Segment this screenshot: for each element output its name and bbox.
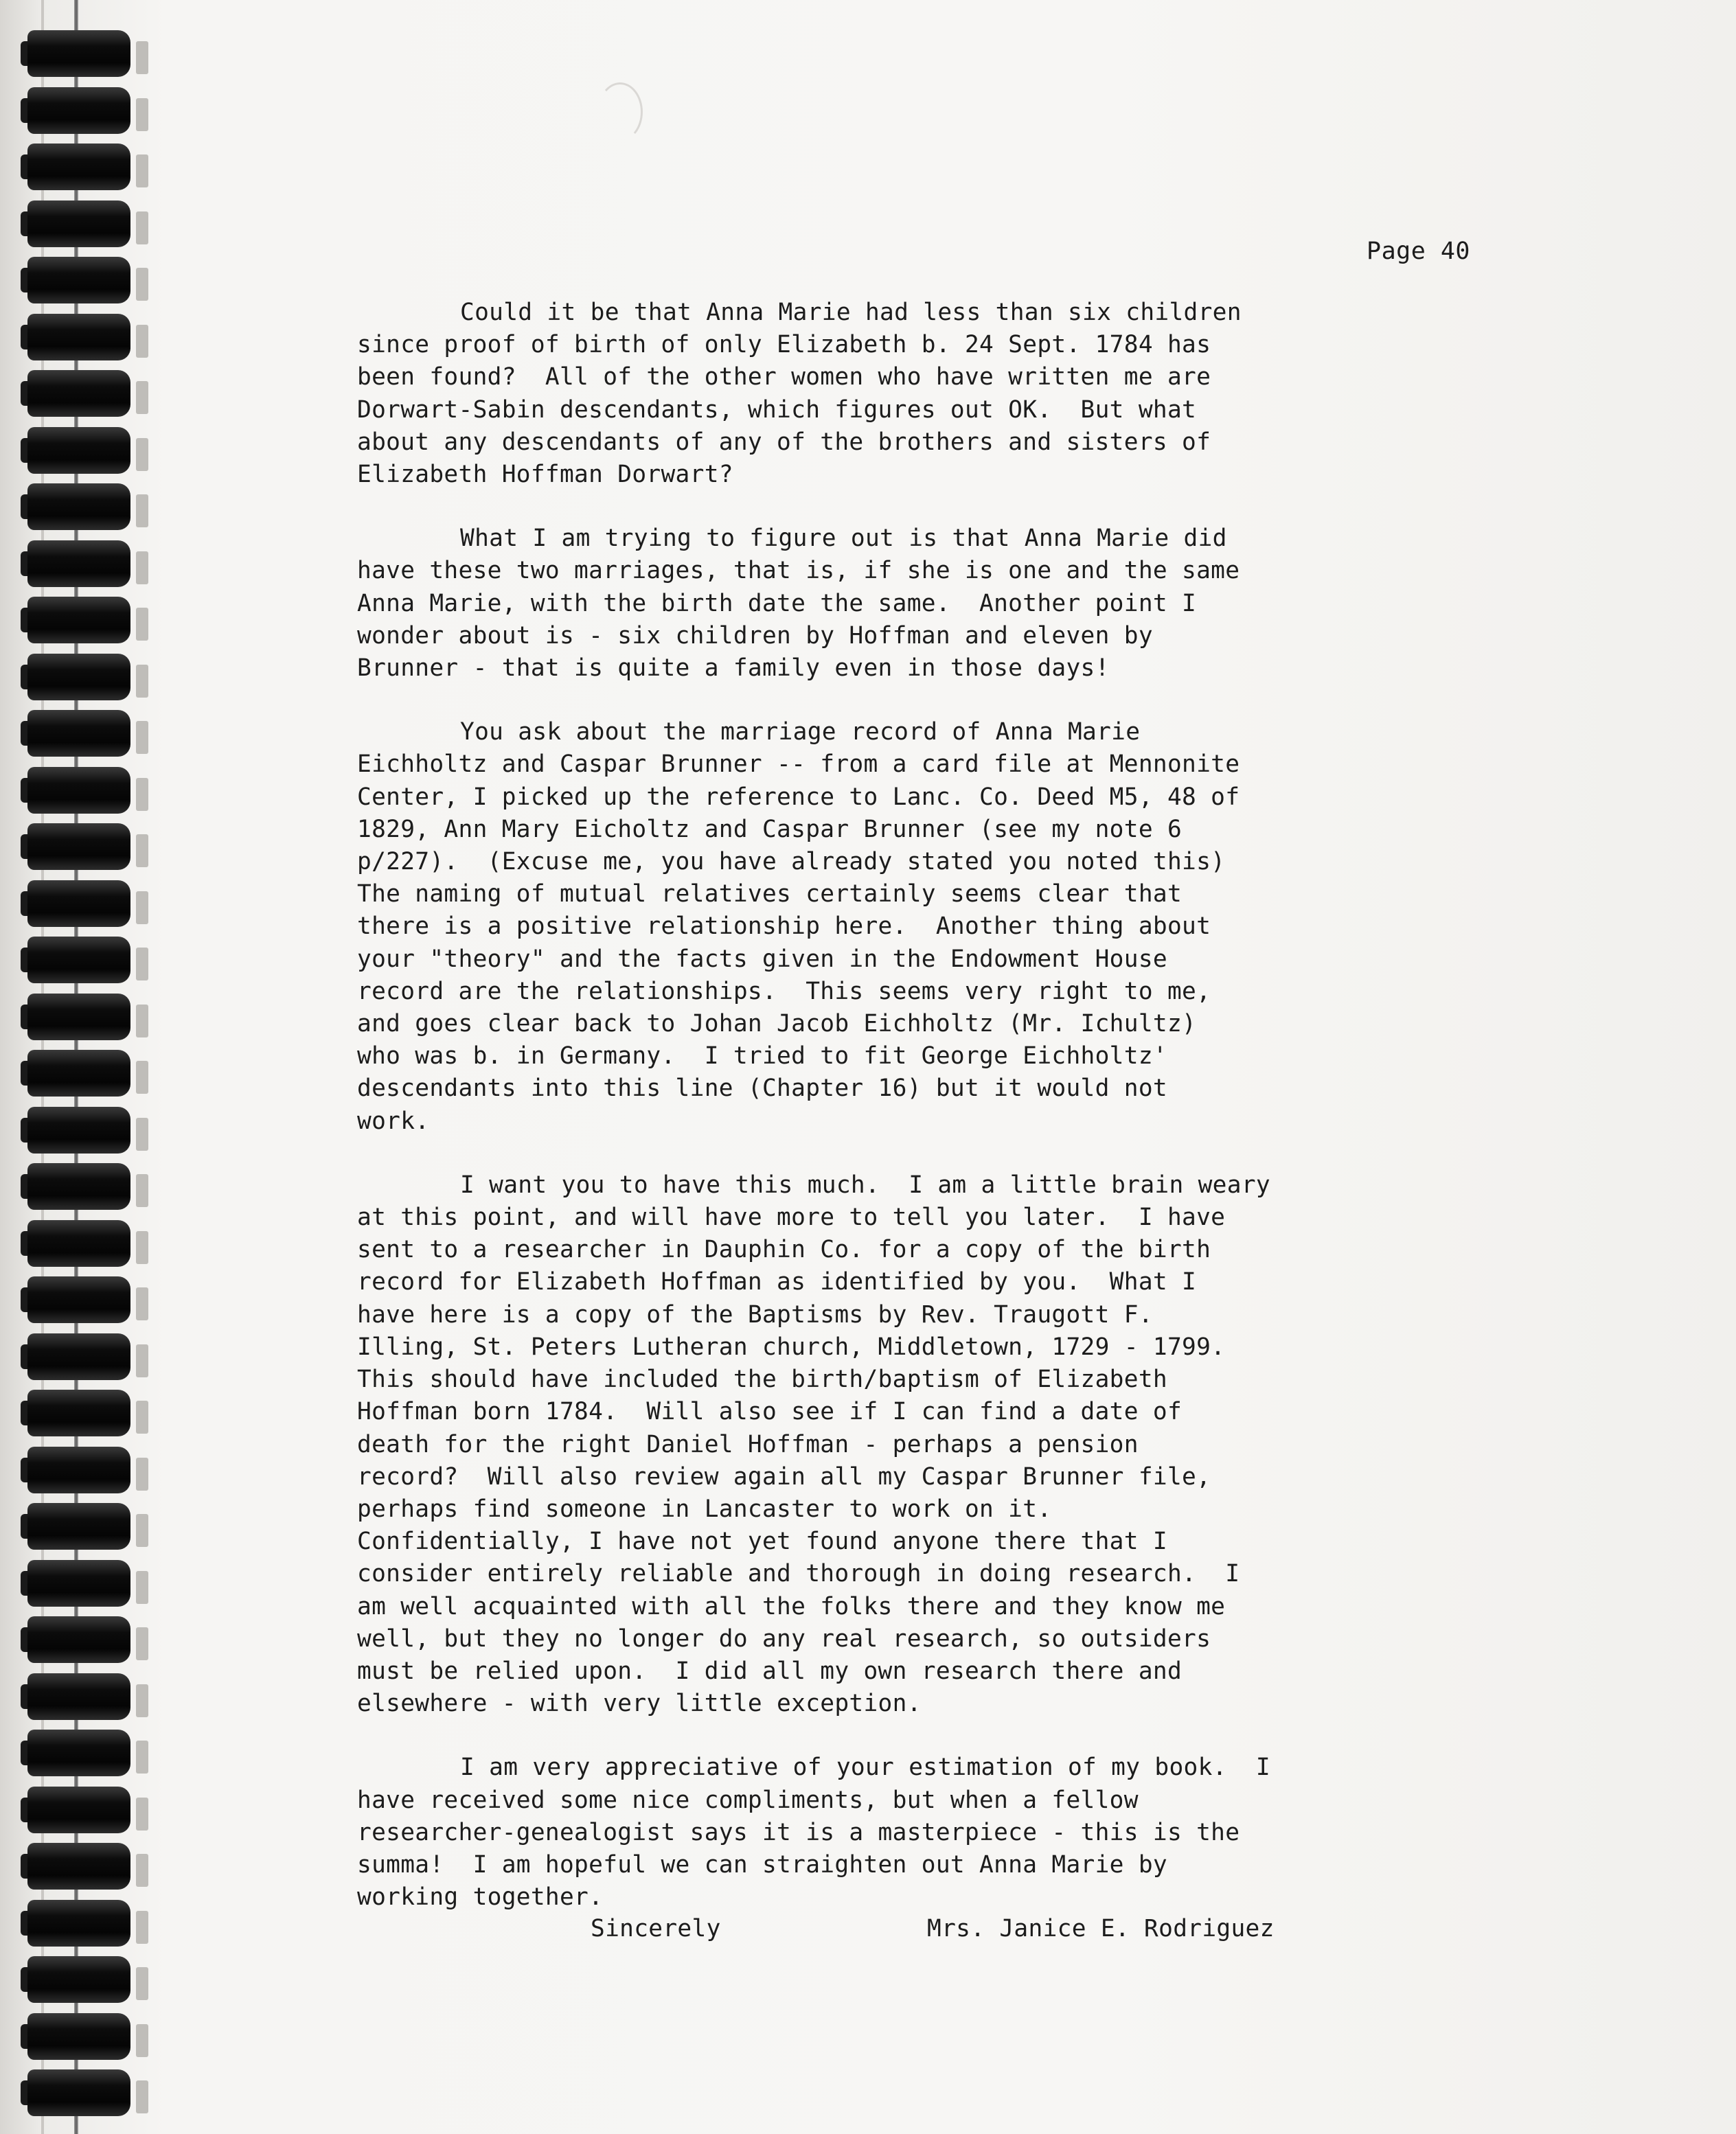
- punch-hole: [136, 721, 148, 754]
- text-line: summa! I am hopeful we can straighten out Anna Marie by: [357, 1850, 1167, 1879]
- signature-name: Mrs. Janice E. Rodriguez: [927, 1915, 1275, 1942]
- text-line: about any descendants of any of the brothers and sisters of: [357, 428, 1211, 456]
- coil-loop: [27, 1163, 130, 1210]
- coil-loop: [27, 427, 130, 474]
- text-line: Could it be that Anna Marie had less than six children: [460, 299, 1242, 326]
- text-line: your "theory" and the facts given in the Endowment House: [357, 945, 1167, 973]
- page-number: Page 40: [1367, 238, 1471, 265]
- punch-hole: [136, 2080, 148, 2113]
- punch-hole: [136, 211, 148, 244]
- punch-hole: [136, 1514, 148, 1547]
- punch-hole: [136, 41, 148, 74]
- punch-hole: [136, 948, 148, 980]
- punch-hole: [136, 154, 148, 187]
- paragraph-2: [357, 523, 1621, 685]
- coil-loop: [27, 1616, 130, 1663]
- coil-loop: [27, 710, 130, 757]
- coil-loop: [27, 1220, 130, 1267]
- punch-hole: [136, 1174, 148, 1207]
- coil-loop: [27, 1333, 130, 1380]
- paragraph-4: [357, 1169, 1621, 1720]
- punch-hole: [136, 1231, 148, 1264]
- coil-loop: [27, 1503, 130, 1550]
- letter-body: [357, 297, 1621, 1945]
- punch-hole: [136, 1287, 148, 1320]
- text-line: have these two marriages, that is, if she is one and the same: [357, 557, 1240, 585]
- punch-hole: [136, 494, 148, 527]
- coil-loop: [27, 597, 130, 643]
- coil-loop: [27, 200, 130, 247]
- coil-loop: [27, 30, 130, 77]
- text-line: death for the right Daniel Hoffman - perhaps a pension: [357, 1430, 1139, 1458]
- text-line: Eichholtz and Caspar Brunner -- from a card file at Mennonite: [357, 750, 1240, 779]
- text-line: have here is a copy of the Baptisms by Rev. Traugott F.: [357, 1300, 1153, 1329]
- text-line: Illing, St. Peters Lutheran church, Middletown, 1729 - 1799.: [357, 1333, 1226, 1361]
- coil-loop: [27, 994, 130, 1040]
- coil-loop: [27, 1673, 130, 1720]
- coil-loop: [27, 880, 130, 927]
- text-line: Anna Marie, with the birth date the same. Another point I: [357, 589, 1197, 617]
- punch-hole: [136, 1458, 148, 1491]
- spiral-binding: [0, 0, 158, 2134]
- coil-loop: [27, 1447, 130, 1493]
- text-line: who was b. in Germany. I tried to fit George Eichholtz': [357, 1042, 1167, 1070]
- text-line: consider entirely reliable and thorough in doing research. I: [357, 1560, 1240, 1588]
- punch-hole: [136, 891, 148, 924]
- coil-loop: [27, 823, 130, 870]
- paragraph-5: [357, 1752, 1621, 1914]
- text-line: Center, I picked up the reference to Lanc. Co. Deed M5, 48 of: [357, 783, 1240, 811]
- text-line: The naming of mutual relatives certainly seems clear that: [357, 880, 1183, 908]
- punch-hole: [136, 551, 148, 584]
- punch-hole: [136, 268, 148, 301]
- text-line: am well acquainted with all the folks there and they know me: [357, 1592, 1226, 1620]
- text-line: well, but they no longer do any real research, so outsiders: [357, 1625, 1211, 1653]
- punch-hole: [136, 1061, 148, 1094]
- punch-hole: [136, 438, 148, 471]
- coil-loop: [27, 1956, 130, 2003]
- punch-hole: [136, 665, 148, 698]
- text-line: I want you to have this much. I am a little brain weary: [460, 1171, 1270, 1199]
- punch-hole: [136, 1854, 148, 1887]
- paragraph-3: [357, 716, 1621, 1138]
- coil-loop: [27, 1787, 130, 1833]
- coil-loop: [27, 483, 130, 530]
- text-line: descendants into this line (Chapter 16) but it would not: [357, 1075, 1167, 1103]
- punch-hole: [136, 608, 148, 641]
- punch-hole: [136, 1401, 148, 1434]
- text-line: This should have included the birth/baptism of Elizabeth: [357, 1366, 1167, 1394]
- text-line: What I am trying to figure out is that Anna Marie did: [460, 525, 1227, 553]
- coil-loop: [27, 314, 130, 360]
- coil-loop: [27, 1900, 130, 1947]
- text-line: been found? All of the other women who have written me are: [357, 363, 1211, 391]
- punch-hole: [136, 834, 148, 867]
- text-line: record for Elizabeth Hoffman as identified by you. What I: [357, 1268, 1197, 1296]
- text-line: at this point, and will have more to tell you later. I have: [357, 1204, 1226, 1232]
- coil-loop: [27, 654, 130, 700]
- text-line: Elizabeth Hoffman Dorwart?: [357, 461, 733, 489]
- coil-loop: [27, 540, 130, 587]
- text-line: Confidentially, I have not yet found anyone there that I: [357, 1528, 1167, 1556]
- coil-loop: [27, 937, 130, 983]
- punch-hole: [136, 778, 148, 811]
- coil-loop: [27, 370, 130, 417]
- text-line: researcher-genealogist says it is a masterpiece - this is the: [357, 1818, 1240, 1846]
- punch-hole: [136, 98, 148, 131]
- text-line: record are the relationships. This seems very right to me,: [357, 977, 1211, 1005]
- text-line: and goes clear back to Johan Jacob Eichholtz (Mr. Ichultz): [357, 1010, 1197, 1038]
- punch-hole: [136, 2024, 148, 2057]
- punch-hole: [136, 1911, 148, 1944]
- text-line: Brunner - that is quite a family even in those days!: [357, 654, 1110, 682]
- text-line: p/227). (Excuse me, you have already stated you noted this): [357, 848, 1226, 876]
- text-line: elsewhere - with very little exception.: [357, 1690, 922, 1718]
- punch-hole: [136, 325, 148, 358]
- coil-loop: [27, 1560, 130, 1607]
- text-line: there is a positive relationship here. Another thing about: [357, 913, 1211, 941]
- text-line: I am very appreciative of your estimation of my book. I: [460, 1754, 1270, 1782]
- text-line: wonder about is - six children by Hoffman and eleven by: [357, 621, 1153, 650]
- text-line: have received some nice compliments, but when a fellow: [357, 1786, 1139, 1814]
- coil-loop: [27, 1050, 130, 1097]
- coil-loop: [27, 2013, 130, 2060]
- coil-loop: [27, 1843, 130, 1890]
- punch-hole: [136, 381, 148, 414]
- text-line: record? Will also review again all my Caspar Brunner file,: [357, 1462, 1211, 1491]
- text-line: Hoffman born 1784. Will also see if I can find a date of: [357, 1398, 1183, 1426]
- coil-loop: [27, 1730, 130, 1776]
- punch-hole: [136, 1967, 148, 2000]
- punch-hole: [136, 1741, 148, 1774]
- paragraph-1: [357, 297, 1621, 491]
- text-line: perhaps find someone in Lancaster to work on it.: [357, 1495, 1052, 1523]
- text-line: You ask about the marriage record of Anna Marie: [460, 718, 1141, 746]
- punch-hole: [136, 1005, 148, 1037]
- punch-hole: [136, 1627, 148, 1660]
- text-line: must be relied upon. I did all my own research there and: [357, 1657, 1183, 1685]
- text-line: work.: [357, 1107, 430, 1135]
- text-line: sent to a researcher in Dauphin Co. for a copy of the birth: [357, 1236, 1211, 1264]
- text-line: since proof of birth of only Elizabeth b. 24 Sept. 1784 has: [357, 331, 1211, 359]
- coil-loop: [27, 1107, 130, 1154]
- binding-coil: [21, 2060, 130, 2126]
- coil-loop: [27, 87, 130, 134]
- punch-hole: [136, 1684, 148, 1717]
- coil-loop: [27, 1390, 130, 1436]
- punch-hole: [136, 1798, 148, 1831]
- punch-hole: [136, 1344, 148, 1377]
- coil-loop: [27, 1276, 130, 1323]
- text-line: Dorwart-Sabin descendants, which figures out OK. But what: [357, 395, 1197, 424]
- faint-mark: [597, 82, 643, 141]
- coil-loop: [27, 767, 130, 814]
- text-line: working together.: [357, 1883, 604, 1912]
- coil-loop: [27, 2069, 130, 2116]
- text-line: 1829, Ann Mary Eicholtz and Caspar Brunner (see my note 6: [357, 815, 1183, 843]
- punch-hole: [136, 1118, 148, 1151]
- punch-hole: [136, 1571, 148, 1604]
- coil-loop: [27, 144, 130, 190]
- closing: Sincerely: [591, 1915, 721, 1942]
- coil-loop: [27, 257, 130, 303]
